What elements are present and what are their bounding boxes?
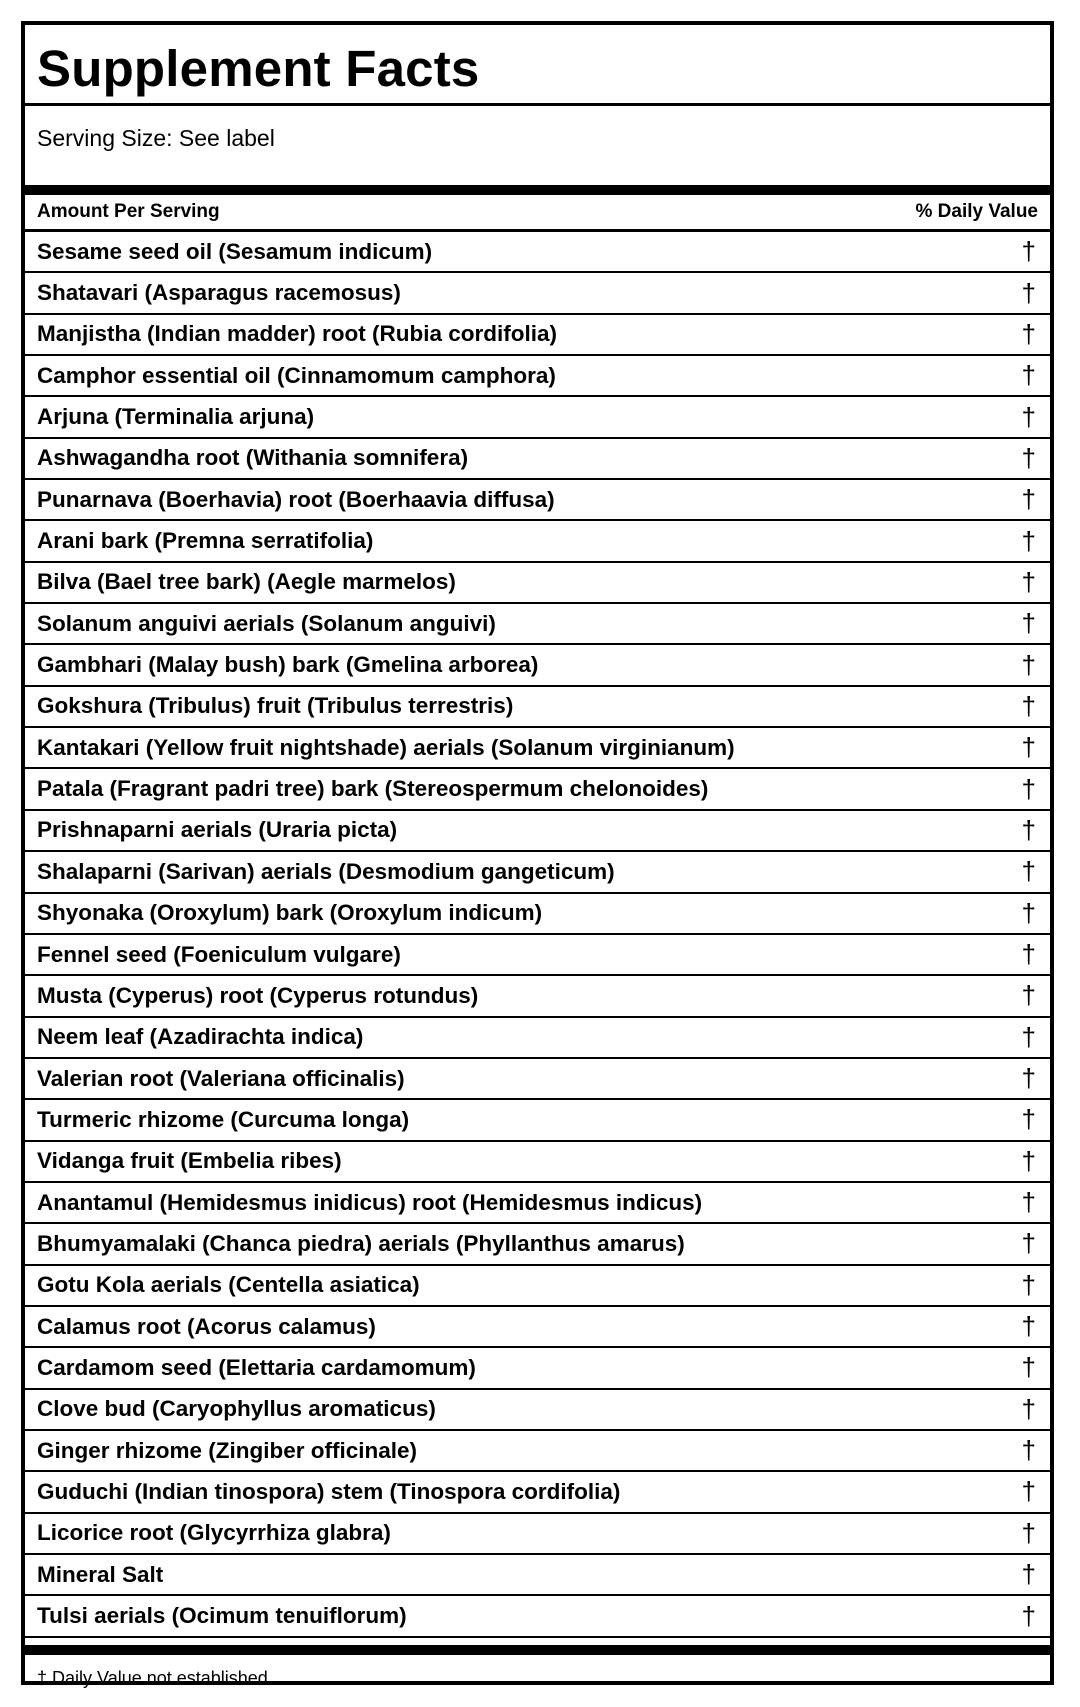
table-row bbox=[25, 273, 1050, 314]
daily-value-dagger: † bbox=[1021, 1435, 1036, 1466]
ingredient-name: Anantamul (Hemidesmus inidicus) root (Hemidesmus indicus) bbox=[37, 1189, 703, 1215]
table-row bbox=[25, 315, 1050, 356]
panel-title: Supplement Facts bbox=[25, 25, 1050, 106]
table-row bbox=[25, 521, 1050, 562]
ingredient-name: Arani bark (Premna serratifolia) bbox=[37, 528, 374, 554]
ingredient-name: Vidanga fruit (Embelia ribes) bbox=[37, 1148, 342, 1174]
daily-value-dagger: † bbox=[1021, 401, 1036, 432]
table-row bbox=[25, 1224, 1050, 1265]
table-row bbox=[25, 687, 1050, 728]
serving-size: Serving Size: See label bbox=[37, 125, 275, 151]
ingredient-name: Shatavari (Asparagus racemosus) bbox=[37, 280, 401, 306]
table-row bbox=[25, 1018, 1050, 1059]
table-row bbox=[25, 563, 1050, 604]
daily-value-dagger: † bbox=[1021, 236, 1036, 267]
daily-value-dagger: † bbox=[1021, 1104, 1036, 1135]
table-row bbox=[25, 1100, 1050, 1141]
thick-divider bbox=[25, 185, 1050, 195]
daily-value-dagger: † bbox=[1021, 732, 1036, 763]
daily-value-dagger: † bbox=[1021, 856, 1036, 887]
daily-value-dagger: † bbox=[1021, 939, 1036, 970]
table-row bbox=[25, 1514, 1050, 1555]
ingredient-name: Cardamom seed (Elettaria cardamomum) bbox=[37, 1354, 476, 1380]
amount-per-serving-label: Amount Per Serving bbox=[37, 201, 220, 222]
daily-value-dagger: † bbox=[1021, 525, 1036, 556]
ingredient-name: Camphor essential oil (Cinnamomum camphora) bbox=[37, 362, 556, 388]
table-row bbox=[25, 604, 1050, 645]
ingredient-name: Ashwagandha root (Withania somnifera) bbox=[37, 445, 469, 471]
ingredient-name: Mineral Salt bbox=[37, 1561, 164, 1587]
table-row bbox=[25, 1307, 1050, 1348]
daily-value-label: % Daily Value bbox=[915, 201, 1038, 222]
ingredient-name: Fennel seed (Foeniculum vulgare) bbox=[37, 941, 401, 967]
ingredient-name: Solanum anguivi aerials (Solanum anguivi) bbox=[37, 610, 496, 636]
table-row bbox=[25, 1431, 1050, 1472]
ingredient-name: Prishnaparni aerials (Uraria picta) bbox=[37, 817, 398, 843]
table-row bbox=[25, 852, 1050, 893]
daily-value-dagger: † bbox=[1021, 897, 1036, 928]
bottom-spacer bbox=[25, 1638, 1050, 1645]
ingredient-name: Gokshura (Tribulus) fruit (Tribulus terrestris) bbox=[37, 693, 514, 719]
ingredient-name: Sesame seed oil (Sesamum indicum) bbox=[37, 238, 433, 264]
ingredient-name: Gotu Kola aerials (Centella asiatica) bbox=[37, 1272, 420, 1298]
daily-value-dagger: † bbox=[1021, 814, 1036, 845]
supplement-facts-panel bbox=[21, 21, 1054, 1688]
daily-value-dagger: † bbox=[1021, 1311, 1036, 1342]
daily-value-dagger: † bbox=[1021, 980, 1036, 1011]
daily-value-dagger: † bbox=[1021, 442, 1036, 473]
thick-divider-bottom bbox=[25, 1645, 1050, 1655]
daily-value-dagger: † bbox=[1021, 1517, 1036, 1548]
table-row bbox=[25, 356, 1050, 397]
table-row bbox=[25, 811, 1050, 852]
ingredient-name: Bilva (Bael tree bark) (Aegle marmelos) bbox=[37, 569, 456, 595]
table-row bbox=[25, 1348, 1050, 1389]
ingredient-name: Shyonaka (Oroxylum) bark (Oroxylum indicum) bbox=[37, 900, 543, 926]
footnote: † Daily Value not established. bbox=[37, 1667, 273, 1688]
ingredient-name: Kantakari (Yellow fruit nightshade) aerials (Solanum virginianum) bbox=[37, 734, 735, 760]
ingredient-name: Bhumyamalaki (Chanca piedra) aerials (Phyllanthus amarus) bbox=[37, 1230, 685, 1256]
table-row bbox=[25, 1472, 1050, 1513]
daily-value-dagger: † bbox=[1021, 1393, 1036, 1424]
ingredient-name: Calamus root (Acorus calamus) bbox=[37, 1313, 376, 1339]
ingredient-name: Valerian root (Valeriana officinalis) bbox=[37, 1065, 405, 1091]
table-row bbox=[25, 976, 1050, 1017]
table-row bbox=[25, 1390, 1050, 1431]
ingredient-name: Clove bud (Caryophyllus aromaticus) bbox=[37, 1396, 436, 1422]
daily-value-dagger: † bbox=[1021, 1269, 1036, 1300]
ingredient-name: Guduchi (Indian tinospora) stem (Tinospora cordifolia) bbox=[37, 1478, 621, 1504]
ingredient-name: Arjuna (Terminalia arjuna) bbox=[37, 404, 315, 430]
daily-value-dagger: † bbox=[1021, 1063, 1036, 1094]
ingredient-name: Manjistha (Indian madder) root (Rubia cordifolia) bbox=[37, 321, 558, 347]
table-row bbox=[25, 232, 1050, 273]
daily-value-dagger: † bbox=[1021, 566, 1036, 597]
ingredient-name: Shalaparni (Sarivan) aerials (Desmodium gangeticum) bbox=[37, 858, 615, 884]
daily-value-dagger: † bbox=[1021, 690, 1036, 721]
ingredient-name: Punarnava (Boerhavia) root (Boerhaavia diffusa) bbox=[37, 486, 555, 512]
table-row bbox=[25, 769, 1050, 810]
ingredient-name: Turmeric rhizome (Curcuma longa) bbox=[37, 1106, 410, 1132]
daily-value-dagger: † bbox=[1021, 277, 1036, 308]
ingredient-list bbox=[25, 232, 1050, 1638]
ingredient-name: Neem leaf (Azadirachta indica) bbox=[37, 1024, 364, 1050]
table-row bbox=[25, 894, 1050, 935]
daily-value-dagger: † bbox=[1021, 1187, 1036, 1218]
daily-value-dagger: † bbox=[1021, 318, 1036, 349]
daily-value-dagger: † bbox=[1021, 1145, 1036, 1176]
table-row bbox=[25, 1555, 1050, 1596]
table-row bbox=[25, 397, 1050, 438]
daily-value-dagger: † bbox=[1021, 484, 1036, 515]
ingredient-name: Gambhari (Malay bush) bark (Gmelina arborea) bbox=[37, 652, 539, 678]
daily-value-dagger: † bbox=[1021, 1352, 1036, 1383]
daily-value-dagger: † bbox=[1021, 773, 1036, 804]
daily-value-dagger: † bbox=[1021, 1476, 1036, 1507]
table-row bbox=[25, 1059, 1050, 1100]
ingredient-name: Tulsi aerials (Ocimum tenuiflorum) bbox=[37, 1603, 407, 1629]
daily-value-dagger: † bbox=[1021, 1600, 1036, 1631]
daily-value-dagger: † bbox=[1021, 1228, 1036, 1259]
daily-value-dagger: † bbox=[1021, 1559, 1036, 1590]
table-row bbox=[25, 439, 1050, 480]
ingredient-name: Patala (Fragrant padri tree) bark (Stereospermum chelonoides) bbox=[37, 776, 709, 802]
ingredient-name: Musta (Cyperus) root (Cyperus rotundus) bbox=[37, 982, 479, 1008]
ingredient-name: Ginger rhizome (Zingiber officinale) bbox=[37, 1437, 418, 1463]
table-row bbox=[25, 1266, 1050, 1307]
table-row bbox=[25, 645, 1050, 686]
table-row bbox=[25, 480, 1050, 521]
ingredient-name: Licorice root (Glycyrrhiza glabra) bbox=[37, 1520, 391, 1546]
table-header bbox=[25, 195, 1050, 232]
table-row bbox=[25, 728, 1050, 769]
table-row bbox=[25, 1596, 1050, 1637]
daily-value-dagger: † bbox=[1021, 360, 1036, 391]
daily-value-dagger: † bbox=[1021, 649, 1036, 680]
table-row bbox=[25, 1142, 1050, 1183]
daily-value-dagger: † bbox=[1021, 1021, 1036, 1052]
table-row bbox=[25, 935, 1050, 976]
daily-value-dagger: † bbox=[1021, 608, 1036, 639]
table-row bbox=[25, 1183, 1050, 1224]
